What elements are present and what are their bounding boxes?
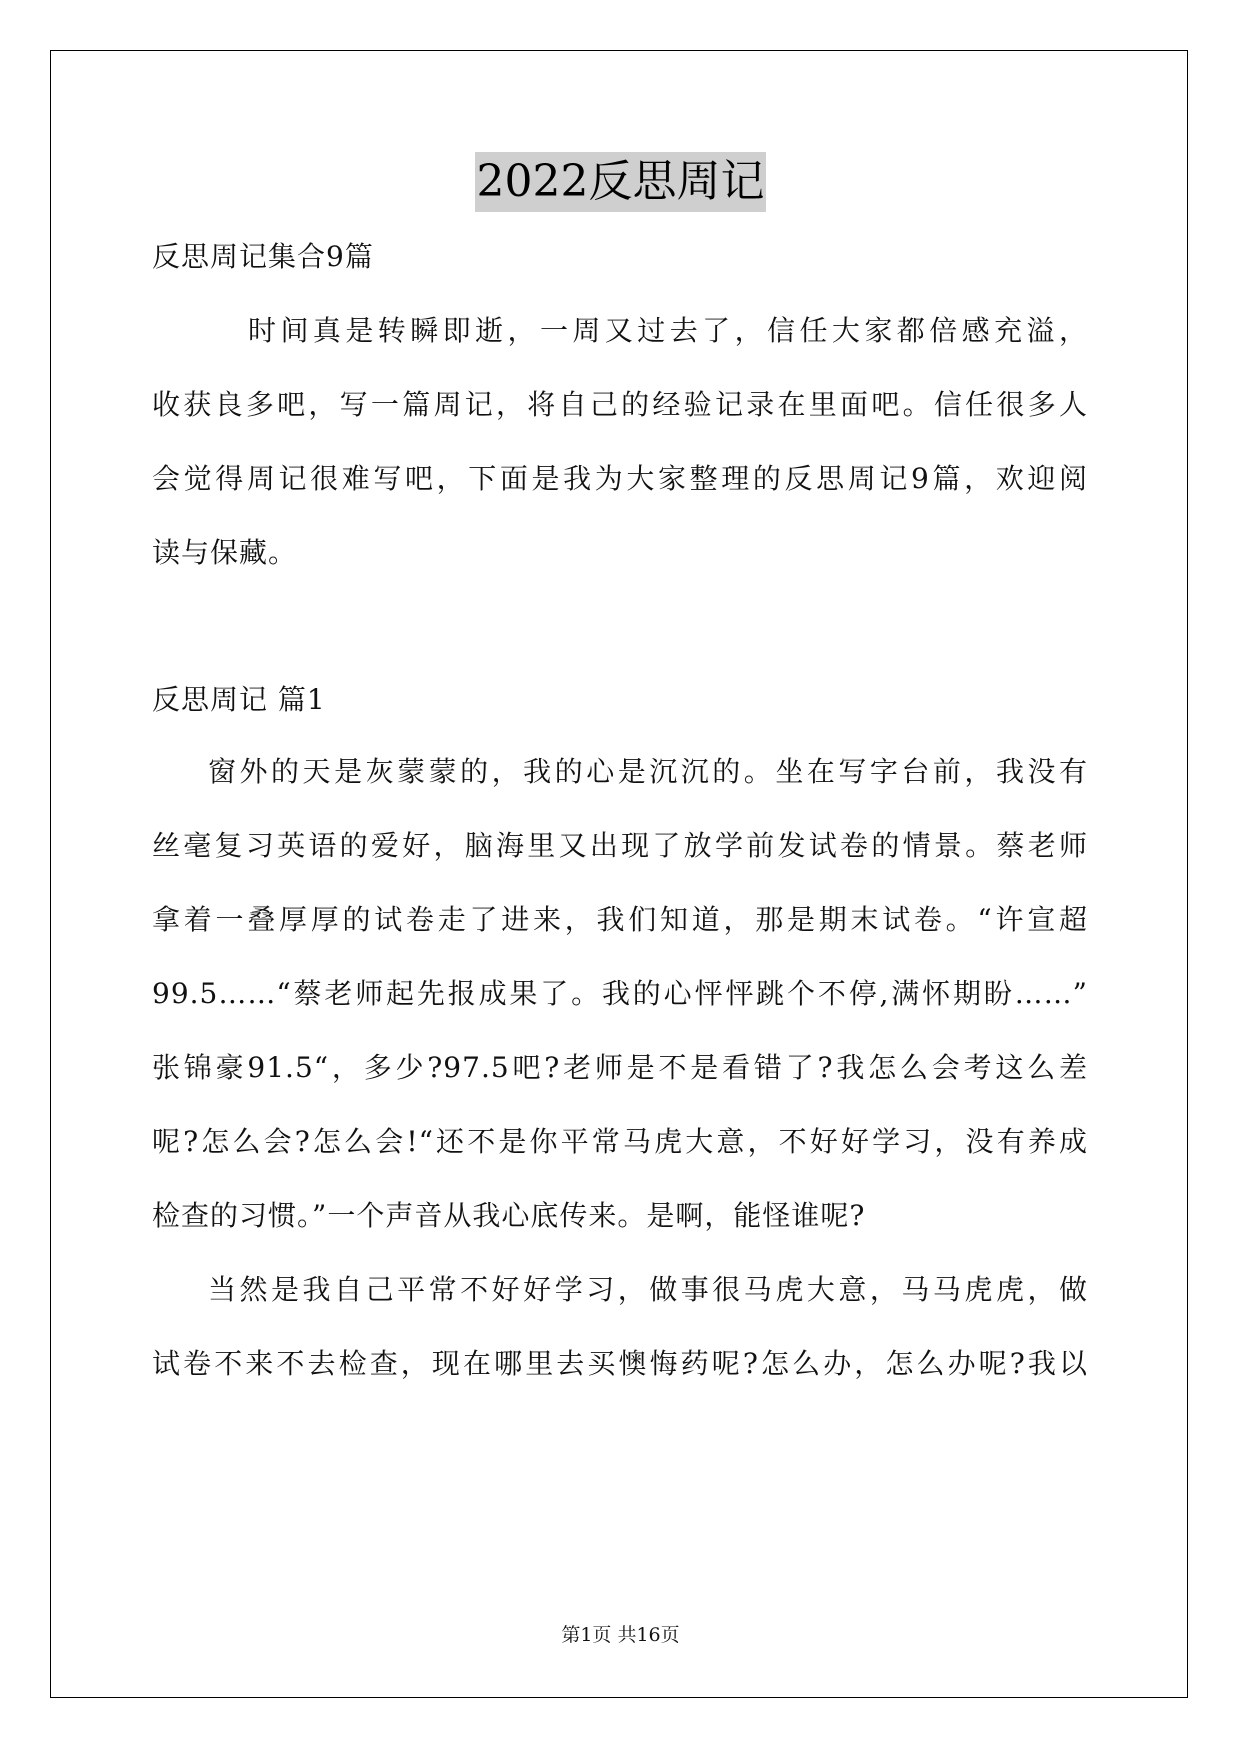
intro-line: 收获良多吧，写一篇周记，将自己的经验记录在里面吧。信任很多人: [152, 388, 1088, 421]
intro-line: 时间真是转瞬即逝，一周又过去了，信任大家都倍感充溢，: [248, 314, 1088, 347]
paragraph-line: 窗外的天是灰蒙蒙的，我的心是沉沉的。坐在写字台前，我没有: [208, 755, 1088, 788]
document-title: 2022反思周记: [475, 152, 767, 212]
section-heading: 反思周记 篇1: [152, 683, 326, 716]
paragraph-line: 当然是我自己平常不好好学习，做事很马虎大意，马马虎虎，做: [208, 1273, 1088, 1306]
paragraph-line: 呢?怎么会?怎么会!“还不是你平常马虎大意，不好好学习，没有养成: [152, 1125, 1088, 1158]
paragraph-line: 检查的习惯。”一个声音从我心底传来。是啊，能怪谁呢?: [152, 1199, 866, 1232]
collection-subtitle: 反思周记集合9篇: [152, 240, 374, 273]
page-footer: 第1页 共16页: [561, 1624, 680, 1646]
intro-line: 读与保藏。: [152, 536, 298, 569]
paragraph-line: 试卷不来不去检查，现在哪里去买懊悔药呢?怎么办，怎么办呢?我以: [152, 1347, 1088, 1380]
paragraph-line: 张锦豪91.5“，多少?97.5吧?老师是不是看错了?我怎么会考这么差: [152, 1051, 1088, 1084]
page-border: [50, 50, 1188, 1698]
intro-line: 会觉得周记很难写吧，下面是我为大家整理的反思周记9篇，欢迎阅: [152, 462, 1088, 495]
title-container: [0, 152, 1241, 212]
paragraph-line: 99.5……“蔡老师起先报成果了。我的心怦怦跳个不停,满怀期盼……”: [152, 977, 1088, 1010]
paragraph-line: 拿着一叠厚厚的试卷走了进来，我们知道，那是期末试卷。“许宣超: [152, 903, 1088, 936]
paragraph-line: 丝毫复习英语的爱好，脑海里又出现了放学前发试卷的情景。蔡老师: [152, 829, 1088, 862]
